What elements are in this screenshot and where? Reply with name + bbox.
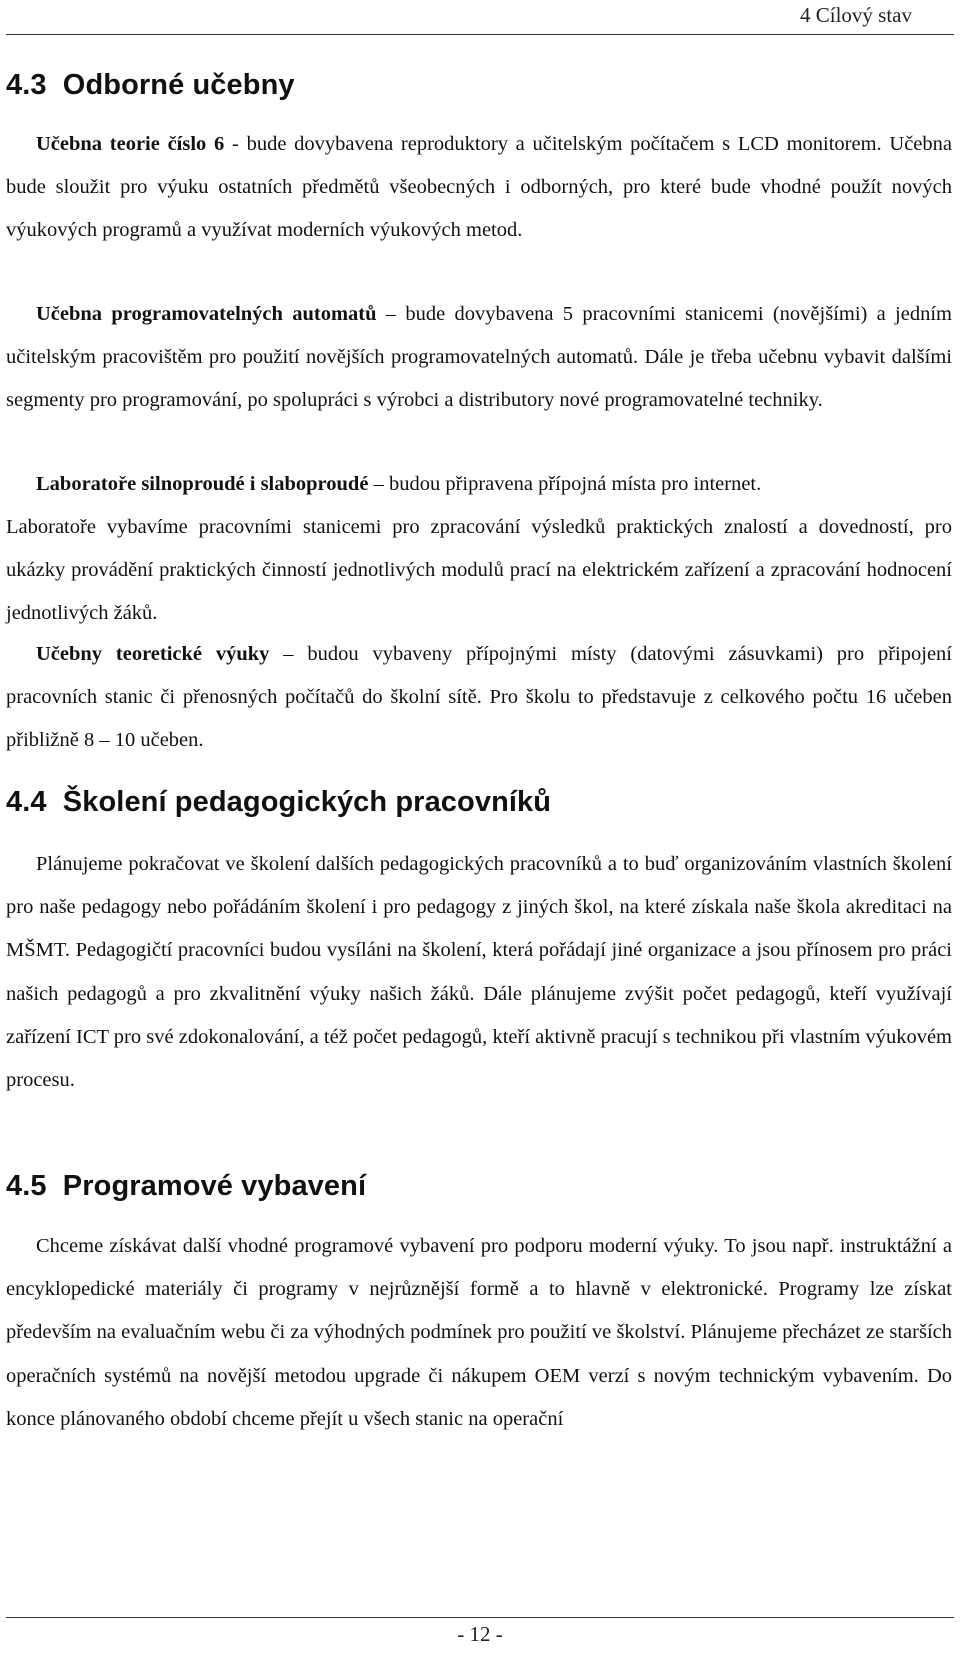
paragraph-text: – budou vybaveny přípojnými místy (datovými zásuvkami) pro připojení pracovních stanic či přenosných počítačů do školní sítě. Pro školu to představuje z celkového počtu 16 učeben přibližně 8 – 10 učeben. — [6, 643, 952, 752]
paragraph-ucebny-teoreticke — [6, 633, 952, 763]
bold-lead: Laboratoře silnoproudé i slaboproudé — [36, 473, 369, 495]
bold-lead: Učebna teorie číslo 6 — [36, 133, 225, 155]
bold-lead: Učebna programovatelných automatů — [36, 303, 377, 325]
section-number: 4.5 — [6, 1170, 47, 1202]
section-heading-4-4 — [6, 786, 952, 819]
paragraph-skoleni: Plánujeme pokračovat ve školení dalších pedagogických pracovníků a to buď organizováním vlastních školení pro naše pedagogy nebo pořádáním školení i pro pedagogy z jiných škol, na které získala naše škola akreditaci na MŠMT. Pedagogičtí pracovníci budou vysíláni na školení, která pořádají jiné organizace a jsou přínosem pro práci našich pedagogů a pro zkvalitnění výuky našich žáků. Dále plánujeme zvýšit počet pedagogů, kteří využívají zařízení ICT pro své zdokonalování, a též počet pedagogů, kteří aktivně pracují s technikou při vlastním výukovém procesu. — [6, 853, 952, 1092]
paragraph-text: - bude dovybavena reproduktory a učitelským počítačem s LCD monitorem. Učebna bude sloužit pro výuku ostatních předmětů všeobecných i odborných, pro které bude vhodné použít nových výukových programů a využívat moderních výukových metod. — [6, 133, 952, 242]
paragraph-laboratore-vybavime: Laboratoře vybavíme pracovními stanicemi pro zpracování výsledků praktických znalostí a dovedností, pro ukázky provádění praktických činností jednotlivých modulů prací na elektrickém zařízení a zpracování hodnocení jednotlivých žáků. — [6, 516, 952, 625]
running-header: 4 Cílový stav — [799, 3, 912, 27]
section-title: Školení pedagogických pracovníků — [62, 786, 552, 818]
paragraph-text: – bude dovybavena 5 pracovními stanicemi (novějšími) a jedním učitelským pracovištěm pro použití novějších programovatelných automatů. Dále je třeba učebnu vybavit dalšími segmenty pro programování, po spolupráci s výrobci a distributory nové programovatelné techniky. — [6, 303, 952, 412]
paragraph-ucebna-automatu — [6, 293, 952, 423]
paragraph-ucebna-teorie — [6, 123, 952, 253]
bold-lead: Učebny teoretické výuky — [36, 643, 270, 665]
paragraph-laboratore — [6, 463, 952, 506]
section-number: 4.3 — [6, 69, 47, 101]
section-title: Odborné učebny — [62, 69, 295, 101]
section-number: 4.4 — [6, 786, 47, 818]
paragraph-programove-vybaveni: Chceme získávat další vhodné programové vybavení pro podporu moderní výuky. To jsou např. instruktážní a encyklopedické materiály či programy v nejrůznější formě a to hlavně v elektronické. Programy lze získat především na evaluačním webu či za výhodných podmínek pro použití ve školství. Plánujeme přecházet ze starších operačních systémů na novější metodou upgrade či nákupem OEM verzí s novým technickým vybavením. Do konce plánovaného období chceme přejít u všech stanic na operační — [6, 1235, 952, 1430]
page-number: - 12 - — [457, 1622, 503, 1646]
section-title: Programové vybavení — [62, 1170, 367, 1202]
section-heading-4-5 — [6, 1170, 952, 1203]
header-rule — [6, 34, 954, 35]
section-heading-4-3 — [6, 69, 952, 102]
footer-rule — [6, 1617, 954, 1618]
paragraph-text: – budou připravena přípojná místa pro internet. — [368, 473, 762, 495]
